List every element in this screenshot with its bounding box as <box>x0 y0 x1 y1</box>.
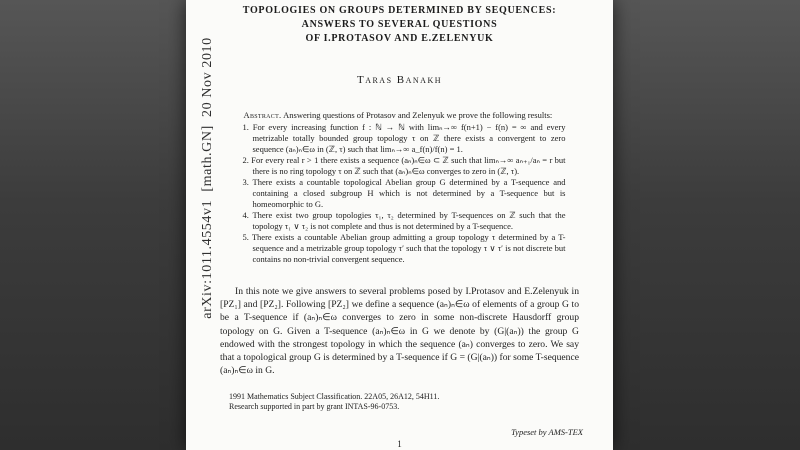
abstract-item: 5. There exists a countable Abelian group admitting a group topology τ determined by a T-sequence and a metrizable group topology τ′ such that the topology τ ∨ τ′ is not discrete but contains no non-trivial convergent sequence. <box>242 232 566 264</box>
paper-page <box>186 0 613 450</box>
abstract-item: 4. There exist two group topologies τ₁, τ₂ determined by T-sequences on ℤ such that the topology τ₁ ∨ τ₂ is not complete and thus is not determined by a T-sequence. <box>242 210 566 231</box>
title-line-1: TOPOLOGIES ON GROUPS DETERMINED BY SEQUENCES: <box>242 5 557 16</box>
abstract-item: 2. For every real r > 1 there exists a sequence (aₙ)ₙ∈ω ⊂ ℤ such that limₙ→∞ aₙ₊₁/aₙ = r but there is no ring topology τ on ℤ such that (aₙ)ₙ∈ω converges to zero in (ℤ, τ). <box>242 155 566 176</box>
author-name: Taras Banakh <box>356 74 443 86</box>
abstract-items <box>234 122 566 265</box>
title-line-2: ANSWERS TO SEVERAL QUESTIONS <box>301 19 498 30</box>
footnote-line: Research supported in part by grant INTAS-96-0753. <box>229 402 400 412</box>
paper-title <box>186 0 613 46</box>
abstract-intro-text: Answering questions of Protasov and Zelenyuk we prove the following results: <box>281 110 553 120</box>
abstract-item: 3. There exists a countable topological Abelian group G determined by a T-sequence and containing a closed subgroup H which is not determined by a T-sequence but is homeomorphic to G. <box>242 177 566 209</box>
abstract-intro <box>234 110 566 121</box>
typeset-credit: Typeset by AMS-TEX <box>511 427 583 437</box>
arxiv-stamp: arXiv:1011.4554v1 [math.GN] 20 Nov 2010 <box>200 37 215 319</box>
abstract-item: 1. For every increasing function f : ℕ → ℕ with limₙ→∞ f(n+1) − f(n) = ∞ and every metrizable totally bounded group topology τ on ℤ there exists a convergent to zero sequence (aₙ)ₙ∈ω in (ℤ, τ) such that limₙ→∞ a_f(n)/f(n) = 1. <box>242 122 566 154</box>
page-number: 1 <box>397 439 402 449</box>
abstract-label: Abstract. <box>243 110 282 120</box>
footnotes-section <box>220 392 579 412</box>
footnote-line: 1991 Mathematics Subject Classification. 22A05, 26A12, 54H11. <box>229 392 440 402</box>
title-line-3: OF I.PROTASOV AND E.ZELENYUK <box>305 33 494 44</box>
abstract-section <box>234 110 566 265</box>
body-paragraph: In this note we give answers to several problems posed by I.Protasov and E.Zelenyuk in [PZ₁] and [PZ₂]. Following [PZ₂] we define a sequence (aₙ)ₙ∈ω of elements of a group G to be a T-sequence if (aₙ)ₙ∈ω converges to zero in some non-discrete Hausdorff group topology on G. Given a T-sequence (aₙ)ₙ∈ω in G we denote by (G|(aₙ)) the group G endowed with the strongest topology in which the sequence (aₙ) converges to zero. We say that a topological group G is determined by a T-sequence if G = (G|(aₙ)) for some T-sequence (aₙ)ₙ∈ω in G. <box>220 286 579 377</box>
